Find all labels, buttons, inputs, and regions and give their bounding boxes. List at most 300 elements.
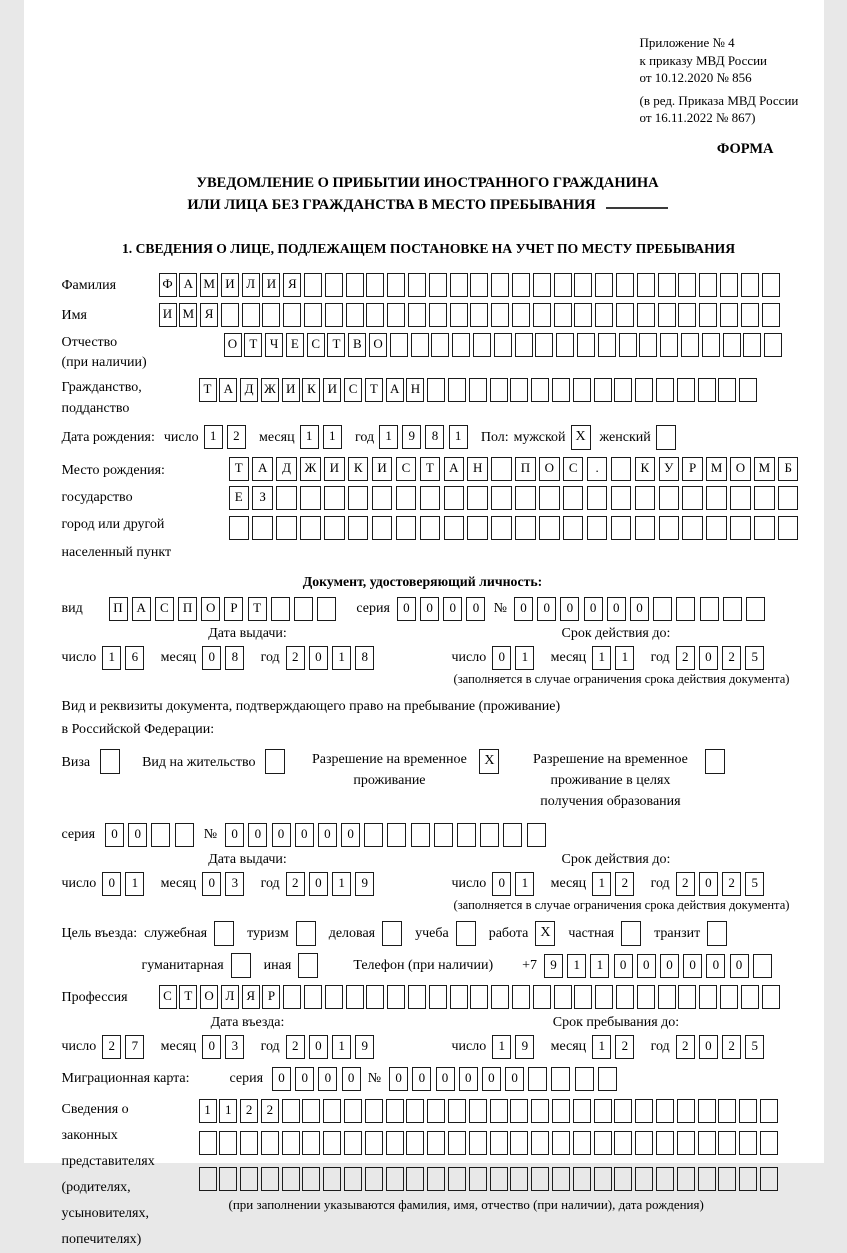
form-cell[interactable]: 1 bbox=[492, 1035, 511, 1059]
form-cell[interactable]: 9 bbox=[402, 425, 421, 449]
form-cell[interactable] bbox=[700, 597, 719, 621]
form-cell[interactable] bbox=[490, 1131, 508, 1155]
form-cell[interactable] bbox=[261, 1131, 279, 1155]
form-cell[interactable]: 7 bbox=[125, 1035, 144, 1059]
form-cell[interactable]: 0 bbox=[492, 872, 511, 896]
form-cell[interactable]: С bbox=[307, 333, 325, 357]
form-cell[interactable] bbox=[457, 823, 476, 847]
form-cell[interactable]: 8 bbox=[425, 425, 444, 449]
form-cell[interactable] bbox=[635, 1167, 653, 1191]
form-cell[interactable]: 0 bbox=[505, 1067, 524, 1091]
form-cell[interactable] bbox=[533, 985, 551, 1009]
form-cell[interactable] bbox=[512, 273, 530, 297]
form-cell[interactable]: 9 bbox=[544, 954, 563, 978]
form-cell[interactable] bbox=[552, 378, 570, 402]
form-cell[interactable]: 0 bbox=[318, 823, 337, 847]
form-cell[interactable] bbox=[427, 1131, 445, 1155]
form-cell[interactable] bbox=[344, 1131, 362, 1155]
male-checkbox[interactable]: X bbox=[571, 425, 591, 450]
form-cell[interactable]: 0 bbox=[389, 1067, 408, 1091]
form-cell[interactable]: 5 bbox=[745, 1035, 764, 1059]
form-cell[interactable] bbox=[491, 273, 509, 297]
form-cell[interactable] bbox=[366, 303, 384, 327]
form-cell[interactable]: 1 bbox=[125, 872, 144, 896]
form-cell[interactable]: 0 bbox=[514, 597, 533, 621]
form-cell[interactable] bbox=[635, 378, 653, 402]
form-cell[interactable] bbox=[658, 303, 676, 327]
form-cell[interactable]: 0 bbox=[560, 597, 579, 621]
form-cell[interactable] bbox=[754, 516, 775, 540]
form-cell[interactable] bbox=[283, 303, 301, 327]
form-cell[interactable] bbox=[699, 273, 717, 297]
form-cell[interactable]: 0 bbox=[397, 597, 416, 621]
form-cell[interactable]: С bbox=[155, 597, 174, 621]
form-cell[interactable] bbox=[448, 1131, 466, 1155]
form-cell[interactable] bbox=[390, 333, 408, 357]
form-cell[interactable] bbox=[469, 1167, 487, 1191]
form-cell[interactable] bbox=[372, 486, 393, 510]
form-cell[interactable]: 1 bbox=[332, 872, 351, 896]
form-cell[interactable] bbox=[282, 1167, 300, 1191]
form-cell[interactable] bbox=[698, 378, 716, 402]
form-cell[interactable] bbox=[718, 1099, 736, 1123]
form-cell[interactable]: 0 bbox=[412, 1067, 431, 1091]
form-cell[interactable]: А bbox=[386, 378, 404, 402]
form-cell[interactable] bbox=[444, 486, 465, 510]
form-cell[interactable]: 2 bbox=[676, 1035, 695, 1059]
form-cell[interactable] bbox=[324, 516, 345, 540]
form-cell[interactable] bbox=[387, 823, 406, 847]
form-cell[interactable]: О bbox=[224, 333, 242, 357]
form-cell[interactable] bbox=[490, 378, 508, 402]
form-cell[interactable]: 0 bbox=[225, 823, 244, 847]
form-cell[interactable]: Л bbox=[221, 985, 239, 1009]
form-cell[interactable]: 0 bbox=[248, 823, 267, 847]
form-cell[interactable] bbox=[448, 1167, 466, 1191]
form-cell[interactable] bbox=[429, 273, 447, 297]
form-cell[interactable] bbox=[515, 333, 533, 357]
form-cell[interactable] bbox=[635, 516, 656, 540]
form-cell[interactable]: 2 bbox=[240, 1099, 258, 1123]
form-cell[interactable] bbox=[611, 457, 632, 481]
form-cell[interactable]: 1 bbox=[323, 425, 342, 449]
form-cell[interactable] bbox=[754, 486, 775, 510]
form-cell[interactable] bbox=[616, 303, 634, 327]
form-cell[interactable] bbox=[300, 516, 321, 540]
form-cell[interactable]: А bbox=[444, 457, 465, 481]
form-cell[interactable] bbox=[448, 378, 466, 402]
form-cell[interactable] bbox=[531, 1167, 549, 1191]
form-cell[interactable]: 0 bbox=[443, 597, 462, 621]
form-cell[interactable] bbox=[276, 486, 297, 510]
form-cell[interactable]: 0 bbox=[202, 872, 221, 896]
form-cell[interactable] bbox=[387, 985, 405, 1009]
form-cell[interactable]: Т bbox=[229, 457, 250, 481]
form-cell[interactable] bbox=[490, 1099, 508, 1123]
form-cell[interactable] bbox=[539, 516, 560, 540]
form-cell[interactable]: 2 bbox=[227, 425, 246, 449]
form-cell[interactable] bbox=[718, 1131, 736, 1155]
form-cell[interactable] bbox=[510, 378, 528, 402]
form-cell[interactable] bbox=[408, 303, 426, 327]
form-cell[interactable]: 1 bbox=[592, 872, 611, 896]
form-cell[interactable]: 0 bbox=[309, 872, 328, 896]
form-cell[interactable]: А bbox=[132, 597, 151, 621]
form-cell[interactable]: 0 bbox=[295, 823, 314, 847]
form-cell[interactable] bbox=[366, 273, 384, 297]
form-cell[interactable] bbox=[614, 1131, 632, 1155]
form-cell[interactable] bbox=[594, 1167, 612, 1191]
form-cell[interactable] bbox=[552, 1131, 570, 1155]
form-cell[interactable] bbox=[658, 985, 676, 1009]
form-cell[interactable]: 5 bbox=[745, 872, 764, 896]
purpose-private-checkbox[interactable] bbox=[621, 921, 641, 946]
form-cell[interactable]: Я bbox=[242, 985, 260, 1009]
form-cell[interactable] bbox=[730, 516, 751, 540]
form-cell[interactable] bbox=[434, 823, 453, 847]
form-cell[interactable] bbox=[551, 1067, 570, 1091]
form-cell[interactable] bbox=[491, 985, 509, 1009]
form-cell[interactable] bbox=[574, 303, 592, 327]
form-cell[interactable]: Л bbox=[242, 273, 260, 297]
form-cell[interactable] bbox=[344, 1099, 362, 1123]
form-cell[interactable] bbox=[575, 1067, 594, 1091]
form-cell[interactable]: Б bbox=[778, 457, 799, 481]
form-cell[interactable]: 0 bbox=[295, 1067, 314, 1091]
form-cell[interactable] bbox=[512, 985, 530, 1009]
form-cell[interactable] bbox=[656, 1167, 674, 1191]
form-cell[interactable] bbox=[533, 303, 551, 327]
form-cell[interactable]: А bbox=[219, 378, 237, 402]
form-cell[interactable] bbox=[429, 985, 447, 1009]
form-cell[interactable] bbox=[681, 333, 699, 357]
form-cell[interactable]: А bbox=[179, 273, 197, 297]
form-cell[interactable]: З bbox=[252, 486, 273, 510]
form-cell[interactable]: 0 bbox=[202, 1035, 221, 1059]
form-cell[interactable]: И bbox=[372, 457, 393, 481]
form-cell[interactable] bbox=[702, 333, 720, 357]
form-cell[interactable] bbox=[365, 1099, 383, 1123]
form-cell[interactable]: 1 bbox=[590, 954, 609, 978]
form-cell[interactable] bbox=[746, 597, 765, 621]
form-cell[interactable] bbox=[677, 1131, 695, 1155]
form-cell[interactable]: У bbox=[659, 457, 680, 481]
form-cell[interactable]: Р bbox=[224, 597, 243, 621]
form-cell[interactable]: Т bbox=[179, 985, 197, 1009]
form-cell[interactable] bbox=[452, 333, 470, 357]
form-cell[interactable] bbox=[595, 303, 613, 327]
purpose-tourism-checkbox[interactable] bbox=[296, 921, 316, 946]
form-cell[interactable] bbox=[676, 597, 695, 621]
form-cell[interactable]: 0 bbox=[309, 1035, 328, 1059]
form-cell[interactable]: 0 bbox=[342, 1067, 361, 1091]
form-cell[interactable] bbox=[444, 516, 465, 540]
form-cell[interactable] bbox=[637, 303, 655, 327]
temp-residence-education-checkbox[interactable] bbox=[705, 749, 725, 774]
form-cell[interactable] bbox=[723, 597, 742, 621]
form-cell[interactable]: В bbox=[348, 333, 366, 357]
form-cell[interactable]: Я bbox=[283, 273, 301, 297]
form-cell[interactable] bbox=[325, 273, 343, 297]
form-cell[interactable]: П bbox=[515, 457, 536, 481]
form-cell[interactable]: 0 bbox=[102, 872, 121, 896]
form-cell[interactable] bbox=[656, 378, 674, 402]
form-cell[interactable]: 0 bbox=[706, 954, 725, 978]
form-cell[interactable] bbox=[639, 333, 657, 357]
form-cell[interactable] bbox=[470, 303, 488, 327]
form-cell[interactable] bbox=[346, 273, 364, 297]
form-cell[interactable]: 0 bbox=[272, 823, 291, 847]
form-cell[interactable]: И bbox=[324, 457, 345, 481]
form-cell[interactable] bbox=[563, 516, 584, 540]
form-cell[interactable] bbox=[323, 1131, 341, 1155]
form-cell[interactable] bbox=[573, 1167, 591, 1191]
form-cell[interactable] bbox=[491, 486, 512, 510]
form-cell[interactable] bbox=[611, 486, 632, 510]
form-cell[interactable]: 0 bbox=[202, 646, 221, 670]
form-cell[interactable] bbox=[574, 273, 592, 297]
form-cell[interactable] bbox=[282, 1099, 300, 1123]
form-cell[interactable] bbox=[554, 303, 572, 327]
form-cell[interactable]: 1 bbox=[199, 1099, 217, 1123]
purpose-other-checkbox[interactable] bbox=[298, 953, 318, 978]
form-cell[interactable] bbox=[533, 273, 551, 297]
form-cell[interactable] bbox=[386, 1099, 404, 1123]
form-cell[interactable] bbox=[718, 1167, 736, 1191]
form-cell[interactable]: П bbox=[109, 597, 128, 621]
form-cell[interactable] bbox=[151, 823, 170, 847]
form-cell[interactable] bbox=[637, 985, 655, 1009]
form-cell[interactable]: 0 bbox=[492, 646, 511, 670]
form-cell[interactable] bbox=[554, 985, 572, 1009]
form-cell[interactable] bbox=[386, 1167, 404, 1191]
form-cell[interactable] bbox=[698, 1099, 716, 1123]
form-cell[interactable] bbox=[706, 516, 727, 540]
form-cell[interactable] bbox=[739, 378, 757, 402]
form-cell[interactable] bbox=[720, 985, 738, 1009]
temp-residence-checkbox[interactable]: X bbox=[479, 749, 499, 774]
form-cell[interactable] bbox=[741, 303, 759, 327]
form-cell[interactable] bbox=[614, 378, 632, 402]
form-cell[interactable]: С bbox=[396, 457, 417, 481]
form-cell[interactable]: Н bbox=[467, 457, 488, 481]
residence-permit-checkbox[interactable] bbox=[265, 749, 285, 774]
form-cell[interactable] bbox=[366, 985, 384, 1009]
form-cell[interactable]: 2 bbox=[676, 872, 695, 896]
form-cell[interactable] bbox=[552, 1167, 570, 1191]
form-cell[interactable]: К bbox=[635, 457, 656, 481]
form-cell[interactable] bbox=[656, 1131, 674, 1155]
form-cell[interactable]: 0 bbox=[272, 1067, 291, 1091]
form-cell[interactable] bbox=[598, 1067, 617, 1091]
form-cell[interactable]: 2 bbox=[722, 872, 741, 896]
form-cell[interactable] bbox=[387, 273, 405, 297]
form-cell[interactable]: 6 bbox=[125, 646, 144, 670]
form-cell[interactable]: 0 bbox=[699, 1035, 718, 1059]
form-cell[interactable]: И bbox=[323, 378, 341, 402]
form-cell[interactable] bbox=[637, 273, 655, 297]
form-cell[interactable] bbox=[491, 457, 512, 481]
form-cell[interactable] bbox=[252, 516, 273, 540]
form-cell[interactable] bbox=[635, 1099, 653, 1123]
form-cell[interactable] bbox=[577, 333, 595, 357]
form-cell[interactable] bbox=[658, 273, 676, 297]
form-cell[interactable]: Т bbox=[327, 333, 345, 357]
form-cell[interactable]: И bbox=[221, 273, 239, 297]
form-cell[interactable] bbox=[420, 516, 441, 540]
form-cell[interactable] bbox=[302, 1131, 320, 1155]
visa-checkbox[interactable] bbox=[100, 749, 120, 774]
form-cell[interactable] bbox=[317, 597, 336, 621]
form-cell[interactable] bbox=[469, 1131, 487, 1155]
form-cell[interactable]: 2 bbox=[615, 1035, 634, 1059]
form-cell[interactable]: 1 bbox=[515, 646, 534, 670]
form-cell[interactable]: Е bbox=[229, 486, 250, 510]
form-cell[interactable] bbox=[302, 1099, 320, 1123]
form-cell[interactable] bbox=[635, 1131, 653, 1155]
form-cell[interactable]: 0 bbox=[683, 954, 702, 978]
form-cell[interactable]: О bbox=[730, 457, 751, 481]
form-cell[interactable]: 0 bbox=[699, 646, 718, 670]
form-cell[interactable]: 1 bbox=[449, 425, 468, 449]
form-cell[interactable] bbox=[778, 516, 799, 540]
form-cell[interactable] bbox=[199, 1131, 217, 1155]
form-cell[interactable] bbox=[706, 486, 727, 510]
form-cell[interactable]: 0 bbox=[730, 954, 749, 978]
form-cell[interactable] bbox=[510, 1131, 528, 1155]
form-cell[interactable] bbox=[573, 1131, 591, 1155]
form-cell[interactable] bbox=[510, 1167, 528, 1191]
form-cell[interactable] bbox=[743, 333, 761, 357]
form-cell[interactable] bbox=[760, 1131, 778, 1155]
form-cell[interactable] bbox=[595, 985, 613, 1009]
form-cell[interactable]: 1 bbox=[379, 425, 398, 449]
form-cell[interactable] bbox=[656, 1099, 674, 1123]
form-cell[interactable] bbox=[408, 985, 426, 1009]
form-cell[interactable]: 0 bbox=[309, 646, 328, 670]
form-cell[interactable] bbox=[448, 1099, 466, 1123]
form-cell[interactable] bbox=[406, 1167, 424, 1191]
form-cell[interactable]: Т bbox=[248, 597, 267, 621]
form-cell[interactable] bbox=[420, 486, 441, 510]
form-cell[interactable]: С bbox=[159, 985, 177, 1009]
form-cell[interactable] bbox=[677, 1167, 695, 1191]
form-cell[interactable]: 8 bbox=[355, 646, 374, 670]
form-cell[interactable]: 2 bbox=[102, 1035, 121, 1059]
form-cell[interactable] bbox=[678, 303, 696, 327]
form-cell[interactable] bbox=[515, 486, 536, 510]
form-cell[interactable] bbox=[429, 303, 447, 327]
form-cell[interactable]: 8 bbox=[225, 646, 244, 670]
form-cell[interactable] bbox=[598, 333, 616, 357]
purpose-transit-checkbox[interactable] bbox=[707, 921, 727, 946]
form-cell[interactable] bbox=[276, 516, 297, 540]
form-cell[interactable] bbox=[282, 1131, 300, 1155]
form-cell[interactable] bbox=[229, 516, 250, 540]
form-cell[interactable]: 0 bbox=[660, 954, 679, 978]
form-cell[interactable] bbox=[491, 303, 509, 327]
form-cell[interactable] bbox=[262, 303, 280, 327]
form-cell[interactable] bbox=[323, 1099, 341, 1123]
form-cell[interactable] bbox=[221, 303, 239, 327]
form-cell[interactable] bbox=[614, 1099, 632, 1123]
form-cell[interactable] bbox=[698, 1167, 716, 1191]
form-cell[interactable] bbox=[450, 303, 468, 327]
form-cell[interactable] bbox=[346, 985, 364, 1009]
form-cell[interactable] bbox=[762, 303, 780, 327]
form-cell[interactable]: И bbox=[262, 273, 280, 297]
form-cell[interactable] bbox=[619, 333, 637, 357]
form-cell[interactable]: 9 bbox=[355, 872, 374, 896]
purpose-humanitarian-checkbox[interactable] bbox=[231, 953, 251, 978]
form-cell[interactable] bbox=[699, 985, 717, 1009]
form-cell[interactable] bbox=[219, 1167, 237, 1191]
form-cell[interactable]: 2 bbox=[676, 646, 695, 670]
form-cell[interactable] bbox=[364, 823, 383, 847]
form-cell[interactable]: О bbox=[539, 457, 560, 481]
form-cell[interactable] bbox=[304, 273, 322, 297]
form-cell[interactable] bbox=[653, 597, 672, 621]
form-cell[interactable] bbox=[503, 823, 522, 847]
form-cell[interactable] bbox=[539, 486, 560, 510]
form-cell[interactable]: Т bbox=[244, 333, 262, 357]
form-cell[interactable] bbox=[739, 1099, 757, 1123]
form-cell[interactable] bbox=[283, 985, 301, 1009]
form-cell[interactable] bbox=[494, 333, 512, 357]
form-cell[interactable]: М bbox=[706, 457, 727, 481]
form-cell[interactable]: 0 bbox=[466, 597, 485, 621]
form-cell[interactable] bbox=[616, 273, 634, 297]
form-cell[interactable]: 0 bbox=[436, 1067, 455, 1091]
form-cell[interactable] bbox=[527, 823, 546, 847]
form-cell[interactable]: И bbox=[282, 378, 300, 402]
form-cell[interactable] bbox=[450, 985, 468, 1009]
form-cell[interactable] bbox=[470, 985, 488, 1009]
form-cell[interactable] bbox=[660, 333, 678, 357]
form-cell[interactable]: Ч bbox=[265, 333, 283, 357]
form-cell[interactable] bbox=[535, 333, 553, 357]
form-cell[interactable]: 5 bbox=[745, 646, 764, 670]
female-checkbox[interactable] bbox=[656, 425, 676, 450]
form-cell[interactable]: 0 bbox=[614, 954, 633, 978]
form-cell[interactable] bbox=[635, 486, 656, 510]
form-cell[interactable]: 0 bbox=[105, 823, 124, 847]
form-cell[interactable] bbox=[365, 1167, 383, 1191]
form-cell[interactable]: Е bbox=[286, 333, 304, 357]
form-cell[interactable]: Н bbox=[406, 378, 424, 402]
purpose-business-checkbox[interactable] bbox=[382, 921, 402, 946]
form-cell[interactable] bbox=[614, 1167, 632, 1191]
form-cell[interactable]: Д bbox=[276, 457, 297, 481]
form-cell[interactable] bbox=[271, 597, 290, 621]
form-cell[interactable] bbox=[556, 333, 574, 357]
form-cell[interactable] bbox=[302, 1167, 320, 1191]
form-cell[interactable] bbox=[467, 516, 488, 540]
form-cell[interactable]: 1 bbox=[332, 1035, 351, 1059]
form-cell[interactable]: 1 bbox=[567, 954, 586, 978]
form-cell[interactable] bbox=[346, 303, 364, 327]
form-cell[interactable]: 2 bbox=[286, 646, 305, 670]
form-cell[interactable]: Т bbox=[199, 378, 217, 402]
form-cell[interactable] bbox=[450, 273, 468, 297]
form-cell[interactable] bbox=[510, 1099, 528, 1123]
purpose-study-checkbox[interactable] bbox=[456, 921, 476, 946]
form-cell[interactable]: Ф bbox=[159, 273, 177, 297]
form-cell[interactable] bbox=[678, 273, 696, 297]
form-cell[interactable]: 0 bbox=[341, 823, 360, 847]
form-cell[interactable]: Р bbox=[262, 985, 280, 1009]
form-cell[interactable]: 2 bbox=[286, 872, 305, 896]
